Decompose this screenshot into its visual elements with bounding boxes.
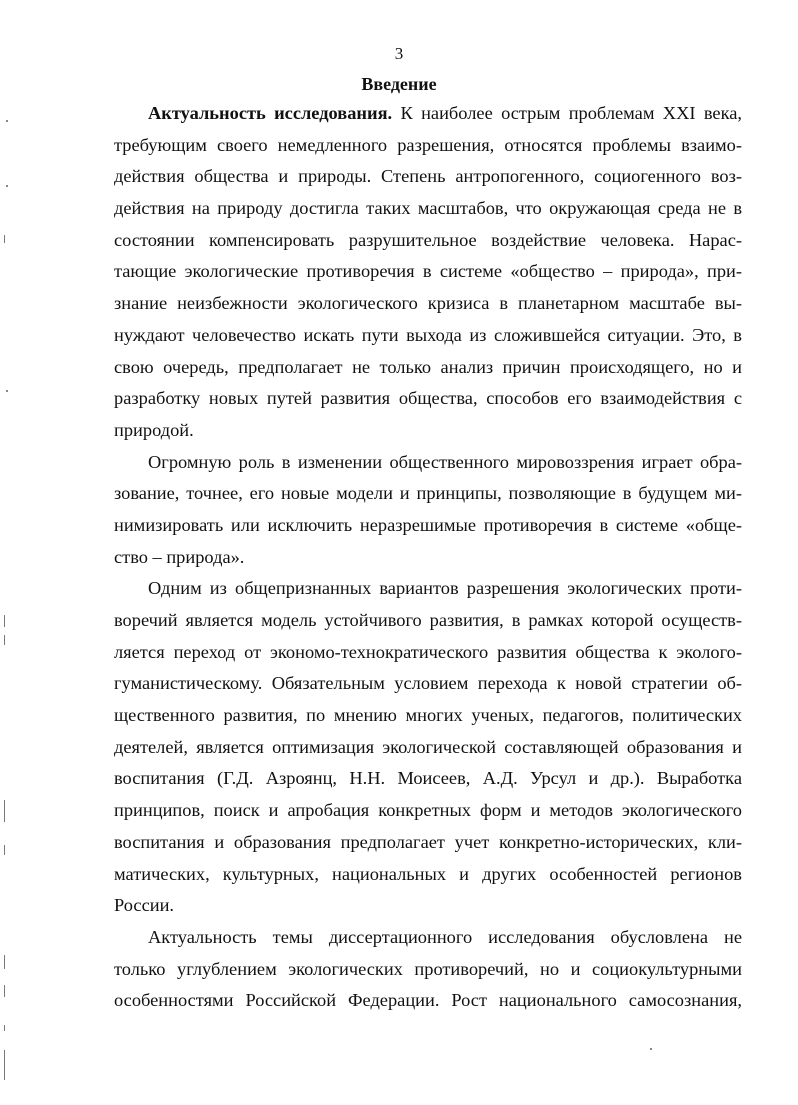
paragraph-line: природой.	[114, 419, 194, 440]
scan-artifact	[4, 1025, 5, 1031]
paragraph-line: требующим своего немедленного разрешения, относятся проблемы взаимо-	[114, 134, 742, 155]
paragraph-line: воречий является модель устойчивого развития, в рамках которой осуществ-	[114, 610, 742, 630]
scan-artifact	[6, 120, 8, 122]
paragraph-line: свою очередь, предполагает не только анализ причин происходящего, но и	[114, 356, 742, 377]
page-number: 3	[394, 44, 404, 63]
scan-artifact	[650, 1048, 652, 1050]
paragraph-3	[114, 573, 742, 922]
body-text	[114, 98, 742, 1017]
paragraph-line: ство – природа».	[114, 546, 245, 567]
paragraph-line: России.	[114, 895, 175, 916]
paragraph-line: действия общества и природы. Степень антропогенного, социогенного воз-	[114, 166, 742, 187]
paragraph-line: зование, точнее, его новые модели и принципы, позволяющие в будущем ми-	[114, 483, 742, 504]
paragraph-line: нуждают человечество искать пути выхода из сложившейся ситуации. Это, в	[114, 324, 742, 345]
scan-artifact	[6, 390, 8, 392]
paragraph-line: Одним из общепризнанных вариантов разрешения экологических проти-	[148, 578, 742, 599]
scan-artifact	[4, 635, 5, 645]
paragraph-1	[114, 98, 742, 447]
paragraph-line: матических, культурных, национальных и других особенностей регионов	[114, 863, 742, 884]
scan-artifact	[4, 845, 5, 855]
scan-artifact	[6, 185, 8, 187]
paragraph-line: тающие экологические противоречия в системе «общество – природа», при-	[114, 261, 742, 282]
paragraph-line: Актуальность темы диссертационного исследования обусловлена не	[148, 926, 742, 947]
scan-artifact	[4, 800, 5, 822]
paragraph-line: нимизировать или исключить неразрешимые противоречия в системе «обще-	[114, 514, 742, 535]
paragraph-line: действия на природу достигла таких масштабов, что окружающая среда не в	[114, 198, 742, 219]
paragraph-line: воспитания (Г.Д. Азроянц, Н.Н. Моисеев, А.Д. Урсул и др.). Выработка	[114, 768, 742, 789]
paragraph-line: ляется переход от экономо-технократического развития общества к эколого-	[114, 641, 742, 662]
paragraph-line: Огромную роль в изменении общественного мировоззрения играет обра-	[148, 451, 742, 472]
scan-artifact	[4, 955, 5, 969]
paragraph-line: особенностями Российской Федерации. Рост национального самосознания,	[114, 990, 742, 1011]
paragraph-line: Актуальность исследования. К наиболее острым проблемам XXI века,	[148, 103, 742, 123]
paragraph-line: принципов, поиск и апробация конкретных форм и методов экологического	[114, 800, 742, 821]
paragraph-line: деятелей, является оптимизация экологической составляющей образования и	[114, 736, 742, 757]
lead-bold-text: Актуальность исследования.	[148, 103, 393, 123]
paragraph-line: только углублением экологических противоречий, но и социокультурными	[114, 958, 742, 979]
scan-artifact	[4, 985, 5, 997]
paragraph-line: разработку новых путей развития общества, способов его взаимодействия с	[114, 388, 742, 409]
paragraph-2	[114, 447, 742, 574]
scan-artifact	[4, 235, 5, 243]
paragraph-line: воспитания и образования предполагает учет конкретно-исторических, кли-	[114, 831, 742, 852]
paragraph-line: состоянии компенсировать разрушительное воздействие человека. Нарас-	[114, 229, 742, 250]
paragraph-line: знание неизбежности экологического кризиса в планетарном масштабе вы-	[114, 293, 742, 314]
paragraph-4	[114, 922, 742, 1017]
paragraph-line: щественного развития, по мнению многих ученых, педагогов, политических	[114, 705, 742, 726]
scan-artifact	[4, 1050, 5, 1080]
scan-artifact	[4, 615, 5, 627]
section-heading: Введение	[361, 74, 437, 94]
paragraph-line: гуманистическому. Обязательным условием перехода к новой стратегии об-	[114, 673, 742, 694]
